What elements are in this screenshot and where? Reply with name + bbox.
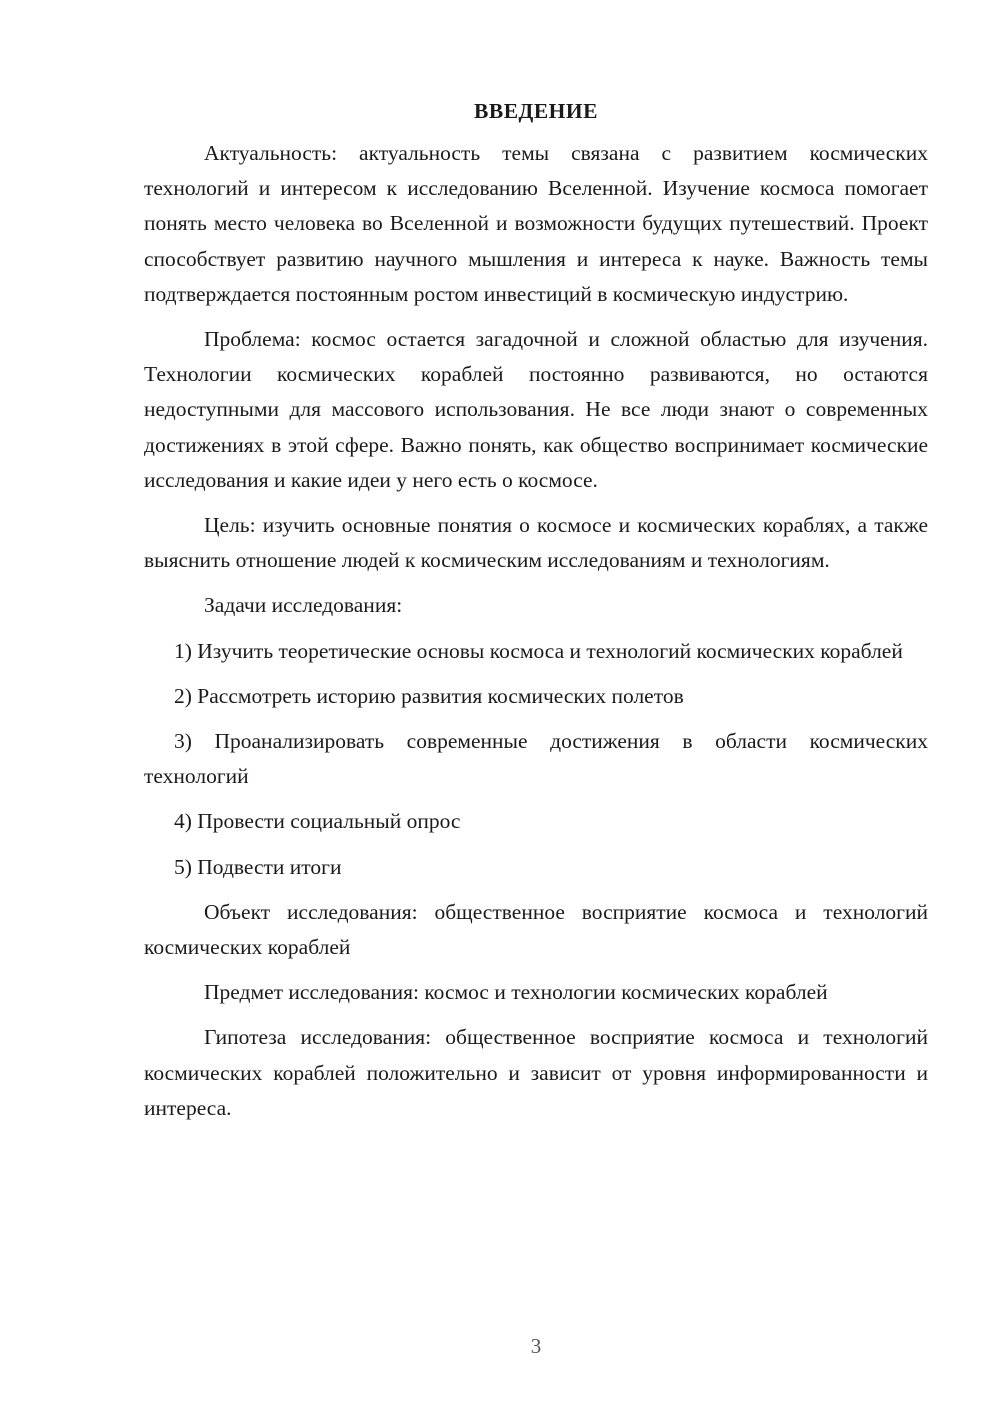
task-item-5: 5) Подвести итоги: [174, 854, 342, 879]
page-content: [144, 96, 928, 1136]
page-number: 3: [530, 1334, 542, 1358]
task-item-4: 4) Провести социальный опрос: [174, 809, 461, 834]
section-title: ВВЕДЕНИЕ: [474, 99, 598, 123]
task-item-2: 2) Рассмотреть историю развития космических полетов: [174, 683, 684, 708]
task-item-3: 3) Проанализировать современные достижения в области космических технологий: [144, 729, 928, 789]
paragraph-tasks-heading: Задачи исследования:: [204, 593, 403, 618]
paragraph-relevance: Актуальность: актуальность темы связана с развитием космических технологий и интересом к исследованию Вселенной. Изучение космоса помогает понять место человека во Вселенной и возможности будущих путешествий. Проект способствует развитию научного мышления и интереса к науке. Важность темы подтверждается постоянным ростом инвестиций в космическую индустрию.: [144, 141, 928, 306]
paragraph-object: Объект исследования: общественное восприятие космоса и технологий космических кораблей: [144, 899, 928, 960]
paragraph-subject: Предмет исследования: космос и технологии космических кораблей: [204, 980, 828, 1005]
paragraph-problem: Проблема: космос остается загадочной и сложной областью для изучения. Технологии космических кораблей постоянно развиваются, но остаются недоступными для массового использования. Не все люди знают о современных достижениях в этой сфере. Важно понять, как общество воспринимает космические исследования и какие идеи у него есть о космосе.: [144, 327, 928, 492]
paragraph-goal: Цель: изучить основные понятия о космосе и космических кораблях, а также выяснить отношение людей к космическим исследованиям и технологиям.: [144, 513, 928, 573]
task-item-1: 1) Изучить теоретические основы космоса и технологий космических кораблей: [174, 638, 903, 663]
paragraph-hypothesis: Гипотеза исследования: общественное восприятие космоса и технологий космических кораблей положительно и зависит от уровня информированности и интереса.: [144, 1025, 928, 1120]
